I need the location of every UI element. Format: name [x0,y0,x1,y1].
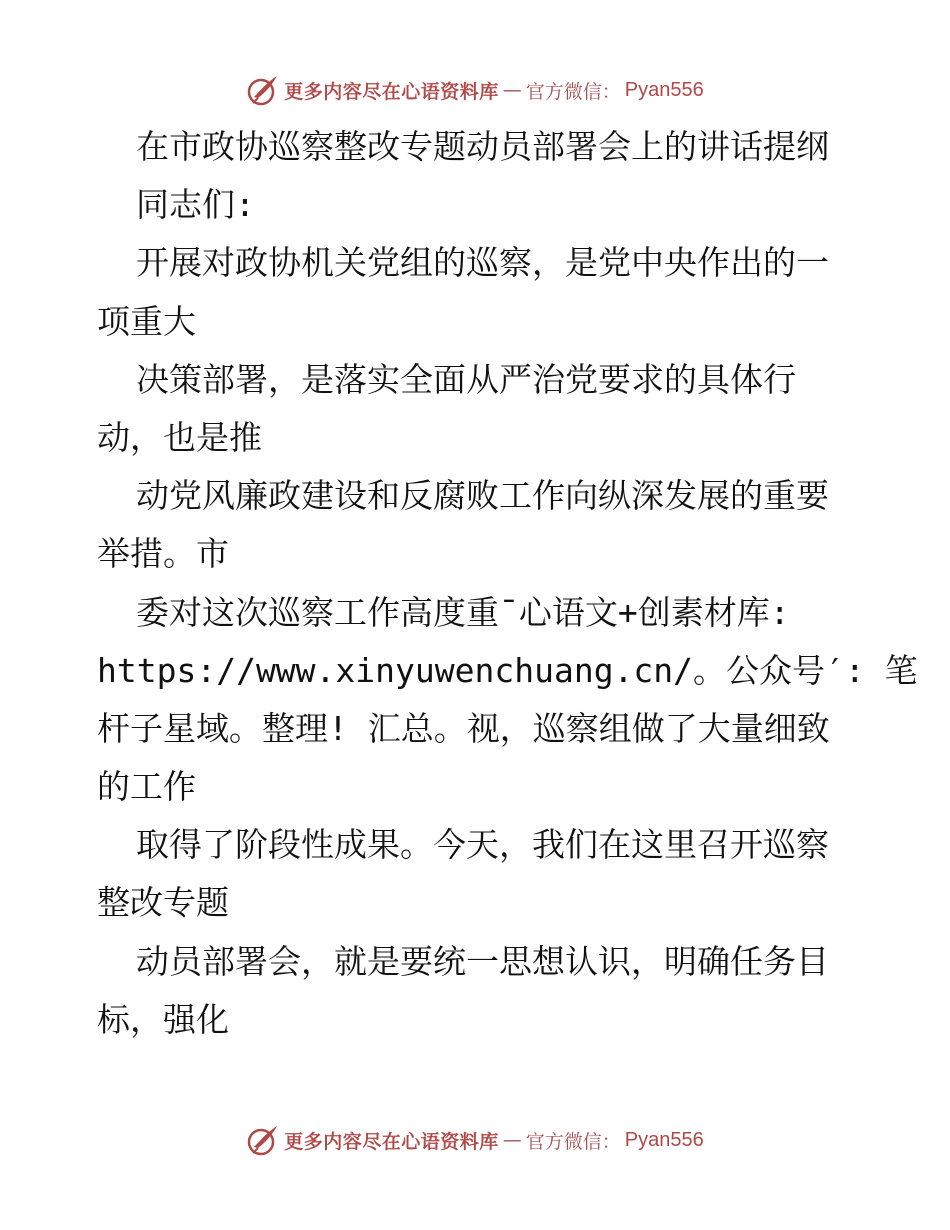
paragraph-line: 委对这次巡察工作高度重¯心语文+创素材库: [136,592,790,632]
banner-inner [246,1123,704,1157]
paragraph-line: 动，也是推 [97,417,262,457]
banner-dash: — [502,1129,522,1151]
paragraph-line: 动党风廉政建设和反腐败工作向纵深发展的重要 [136,476,829,516]
banner-wechat-id: Pyan556 [624,78,704,101]
paragraph-line: https://www.xinyuwenchuang.cn/。公众号′: 笔 [97,650,918,690]
header-banner [0,70,950,110]
paragraph-line: 取得了阶段性成果。今天，我们在这里召开巡察 [136,825,829,865]
paragraph-line: 开展对政协机关党组的巡察，是党中央作出的一 [136,243,829,283]
paragraph-line: 的工作 [97,767,196,807]
document-body [97,118,918,1049]
paragraph-line: 杆子星域。整理! 汇总。视，巡察组做了大量细致 [97,708,830,748]
banner-wechat-label: 官方微信： [525,1130,621,1153]
paragraph-line: 举措。市 [97,534,229,574]
paragraph-line: 项重大 [97,301,196,341]
quill-logo-icon [246,73,280,107]
paragraph-line: 整改专题 [97,883,229,923]
document-title: 在市政协巡察整改专题动员部署会上的讲话提纲 [136,127,829,166]
banner-wechat-label: 官方微信： [525,80,621,103]
banner-slogan: 更多内容尽在心语资料库 [284,80,499,103]
banner-dash: — [502,79,522,101]
banner-inner [246,73,704,107]
banner-slogan: 更多内容尽在心语资料库 [284,1130,499,1153]
banner-wechat-id: Pyan556 [624,1128,704,1151]
paragraph-line: 标，强化 [97,999,229,1039]
paragraph-line: 动员部署会，就是要统一思想认识，明确任务目 [136,941,829,981]
salutation: 同志们: [136,185,255,225]
footer-banner [0,1120,950,1160]
paragraph-line: 决策部署，是落实全面从严治党要求的具体行 [136,359,796,399]
quill-logo-icon [246,1123,280,1157]
